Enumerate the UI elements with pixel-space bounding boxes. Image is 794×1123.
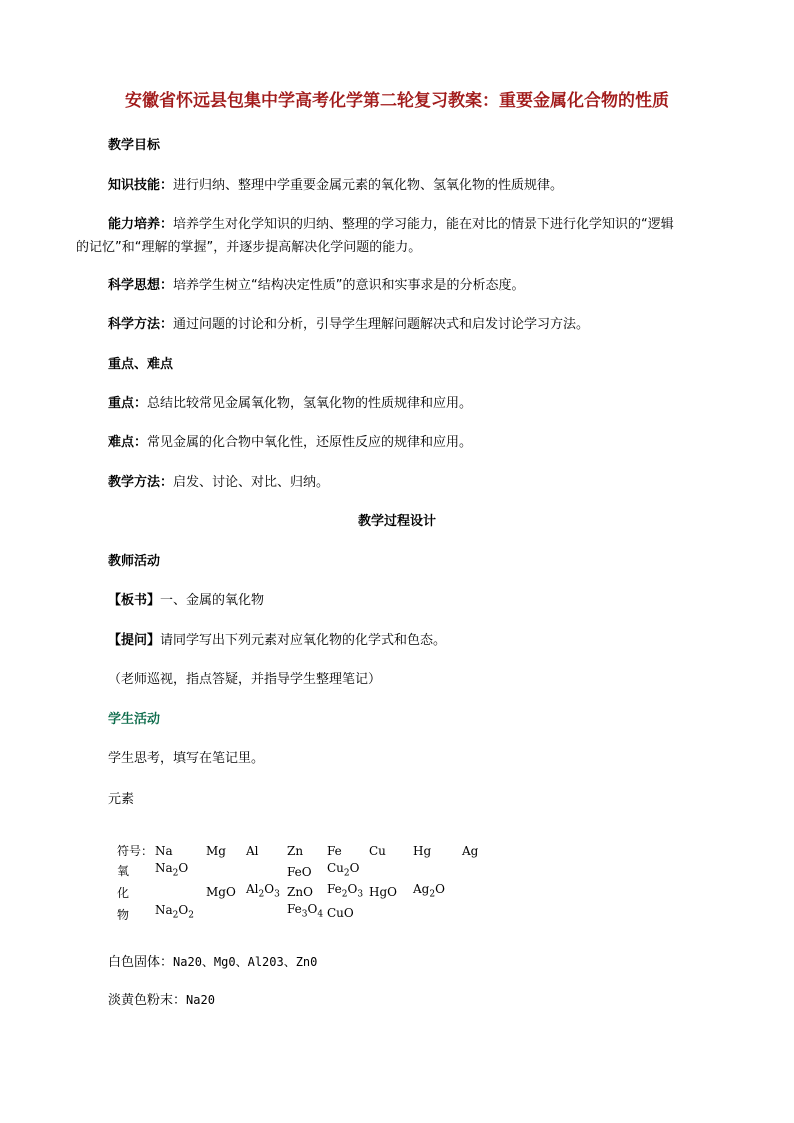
thinking-label: 科学思想： — [108, 278, 174, 293]
document-title: 安徽省怀远县包集中学高考化学第二轮复习教案：重要金属化合物的性质 — [125, 91, 669, 111]
method-label: 科学方法： — [108, 317, 174, 332]
oxide-label-2: 化 — [117, 886, 130, 900]
oxide-zno: ZnO — [287, 885, 313, 899]
white-solid-text: Na20、Mg0、Al203、Zn0 — [173, 955, 318, 969]
board-text: 一、金属的氧化物 — [160, 593, 265, 608]
symbol-label: 符号： — [117, 844, 154, 858]
goals-heading: 教学目标 — [108, 138, 161, 153]
oxide-hgo: HgO — [369, 885, 397, 899]
oxide-mgo: MgO — [206, 885, 236, 899]
difficulty-label: 难点： — [108, 435, 148, 450]
teach-method-paragraph — [108, 473, 329, 493]
knowledge-text: 进行归纳、整理中学重要金属元素的氧化物、氢氧化物的性质规律。 — [173, 178, 564, 193]
oxide-label-1: 氧 — [117, 864, 130, 878]
yellow-powder-line — [108, 990, 215, 1011]
thinking-paragraph — [108, 276, 525, 296]
element-na: Na — [155, 844, 173, 858]
element-mg: Mg — [206, 844, 226, 858]
element-zn: Zn — [287, 844, 304, 858]
oxide-cuo: CuO — [327, 906, 354, 920]
oxide-fe2o3: $Fe_2O_3$ — [327, 882, 364, 900]
oxide-fe3o4: $Fe_3O_4$ — [287, 902, 324, 920]
difficulty-paragraph — [108, 433, 472, 453]
element-fe: Fe — [327, 844, 342, 858]
method-text: 通过问题的讨论和分析，引导学生理解问题解决式和启发讨论学习方法。 — [173, 317, 590, 332]
ability-text-line2: 的记忆”和“理解的掌握”，并逐步提高解决化学问题的能力。 — [76, 240, 422, 255]
student-text: 学生思考，填写在笔记里。 — [108, 751, 265, 766]
ability-paragraph — [108, 215, 674, 235]
teacher-heading: 教师活动 — [108, 554, 161, 569]
ability-text-line1: 培养学生对化学知识的归纳、整理的学习能力，能在对比的情景下进行化学知识的“逻辑 — [173, 217, 674, 232]
oxide-cu2o: $Cu_2O$ — [327, 861, 360, 879]
teacher-note: （老师巡视，指点答疑，并指导学生整理笔记） — [108, 672, 382, 687]
element-hg: Hg — [413, 844, 432, 858]
teach-method-label: 教学方法： — [108, 475, 174, 490]
element-cu: Cu — [369, 844, 386, 858]
white-solid-label: 白色固体： — [108, 955, 174, 970]
key-text: 总结比较常见金属氧化物，氢氧化物的性质规律和应用。 — [147, 396, 473, 411]
white-solid-line — [108, 952, 317, 973]
question-text: 请同学写出下列元素对应氧化物的化学式和色态。 — [160, 633, 447, 648]
oxide-feo: FeO — [287, 865, 312, 879]
oxide-ag2o: $Ag_2O$ — [413, 882, 445, 900]
element-label: 元素 — [108, 792, 135, 807]
oxide-label-3: 物 — [117, 908, 130, 922]
knowledge-paragraph — [108, 176, 563, 196]
board-label: 【板书】 — [108, 593, 161, 608]
difficulty-text: 常见金属的化合物中氧化性，还原性反应的规律和应用。 — [147, 435, 473, 450]
question-paragraph — [108, 631, 446, 651]
oxide-na2o2: $Na_2O_2$ — [155, 903, 194, 921]
teach-method-text: 启发、讨论、对比、归纳。 — [173, 475, 330, 490]
element-al: Al — [246, 844, 259, 858]
knowledge-label: 知识技能： — [108, 178, 174, 193]
key-paragraph — [108, 394, 472, 414]
method-paragraph — [108, 315, 589, 335]
student-heading: 学生活动 — [108, 712, 161, 727]
question-label: 【提问】 — [108, 633, 161, 648]
oxide-al2o3: $Al_2O_3$ — [246, 882, 280, 900]
element-ag: Ag — [462, 844, 479, 858]
key-heading: 重点、难点 — [108, 357, 174, 372]
yellow-powder-text: Na20 — [186, 993, 215, 1007]
process-heading: 教学过程设计 — [357, 514, 436, 529]
thinking-text: 培养学生树立“结构决定性质”的意识和实事求是的分析态度。 — [173, 278, 525, 293]
key-label: 重点： — [108, 396, 148, 411]
board-paragraph — [108, 591, 264, 611]
ability-label: 能力培养： — [108, 217, 174, 232]
yellow-powder-label: 淡黄色粉末： — [108, 993, 187, 1008]
oxide-na2o: $Na_2O$ — [155, 861, 189, 879]
